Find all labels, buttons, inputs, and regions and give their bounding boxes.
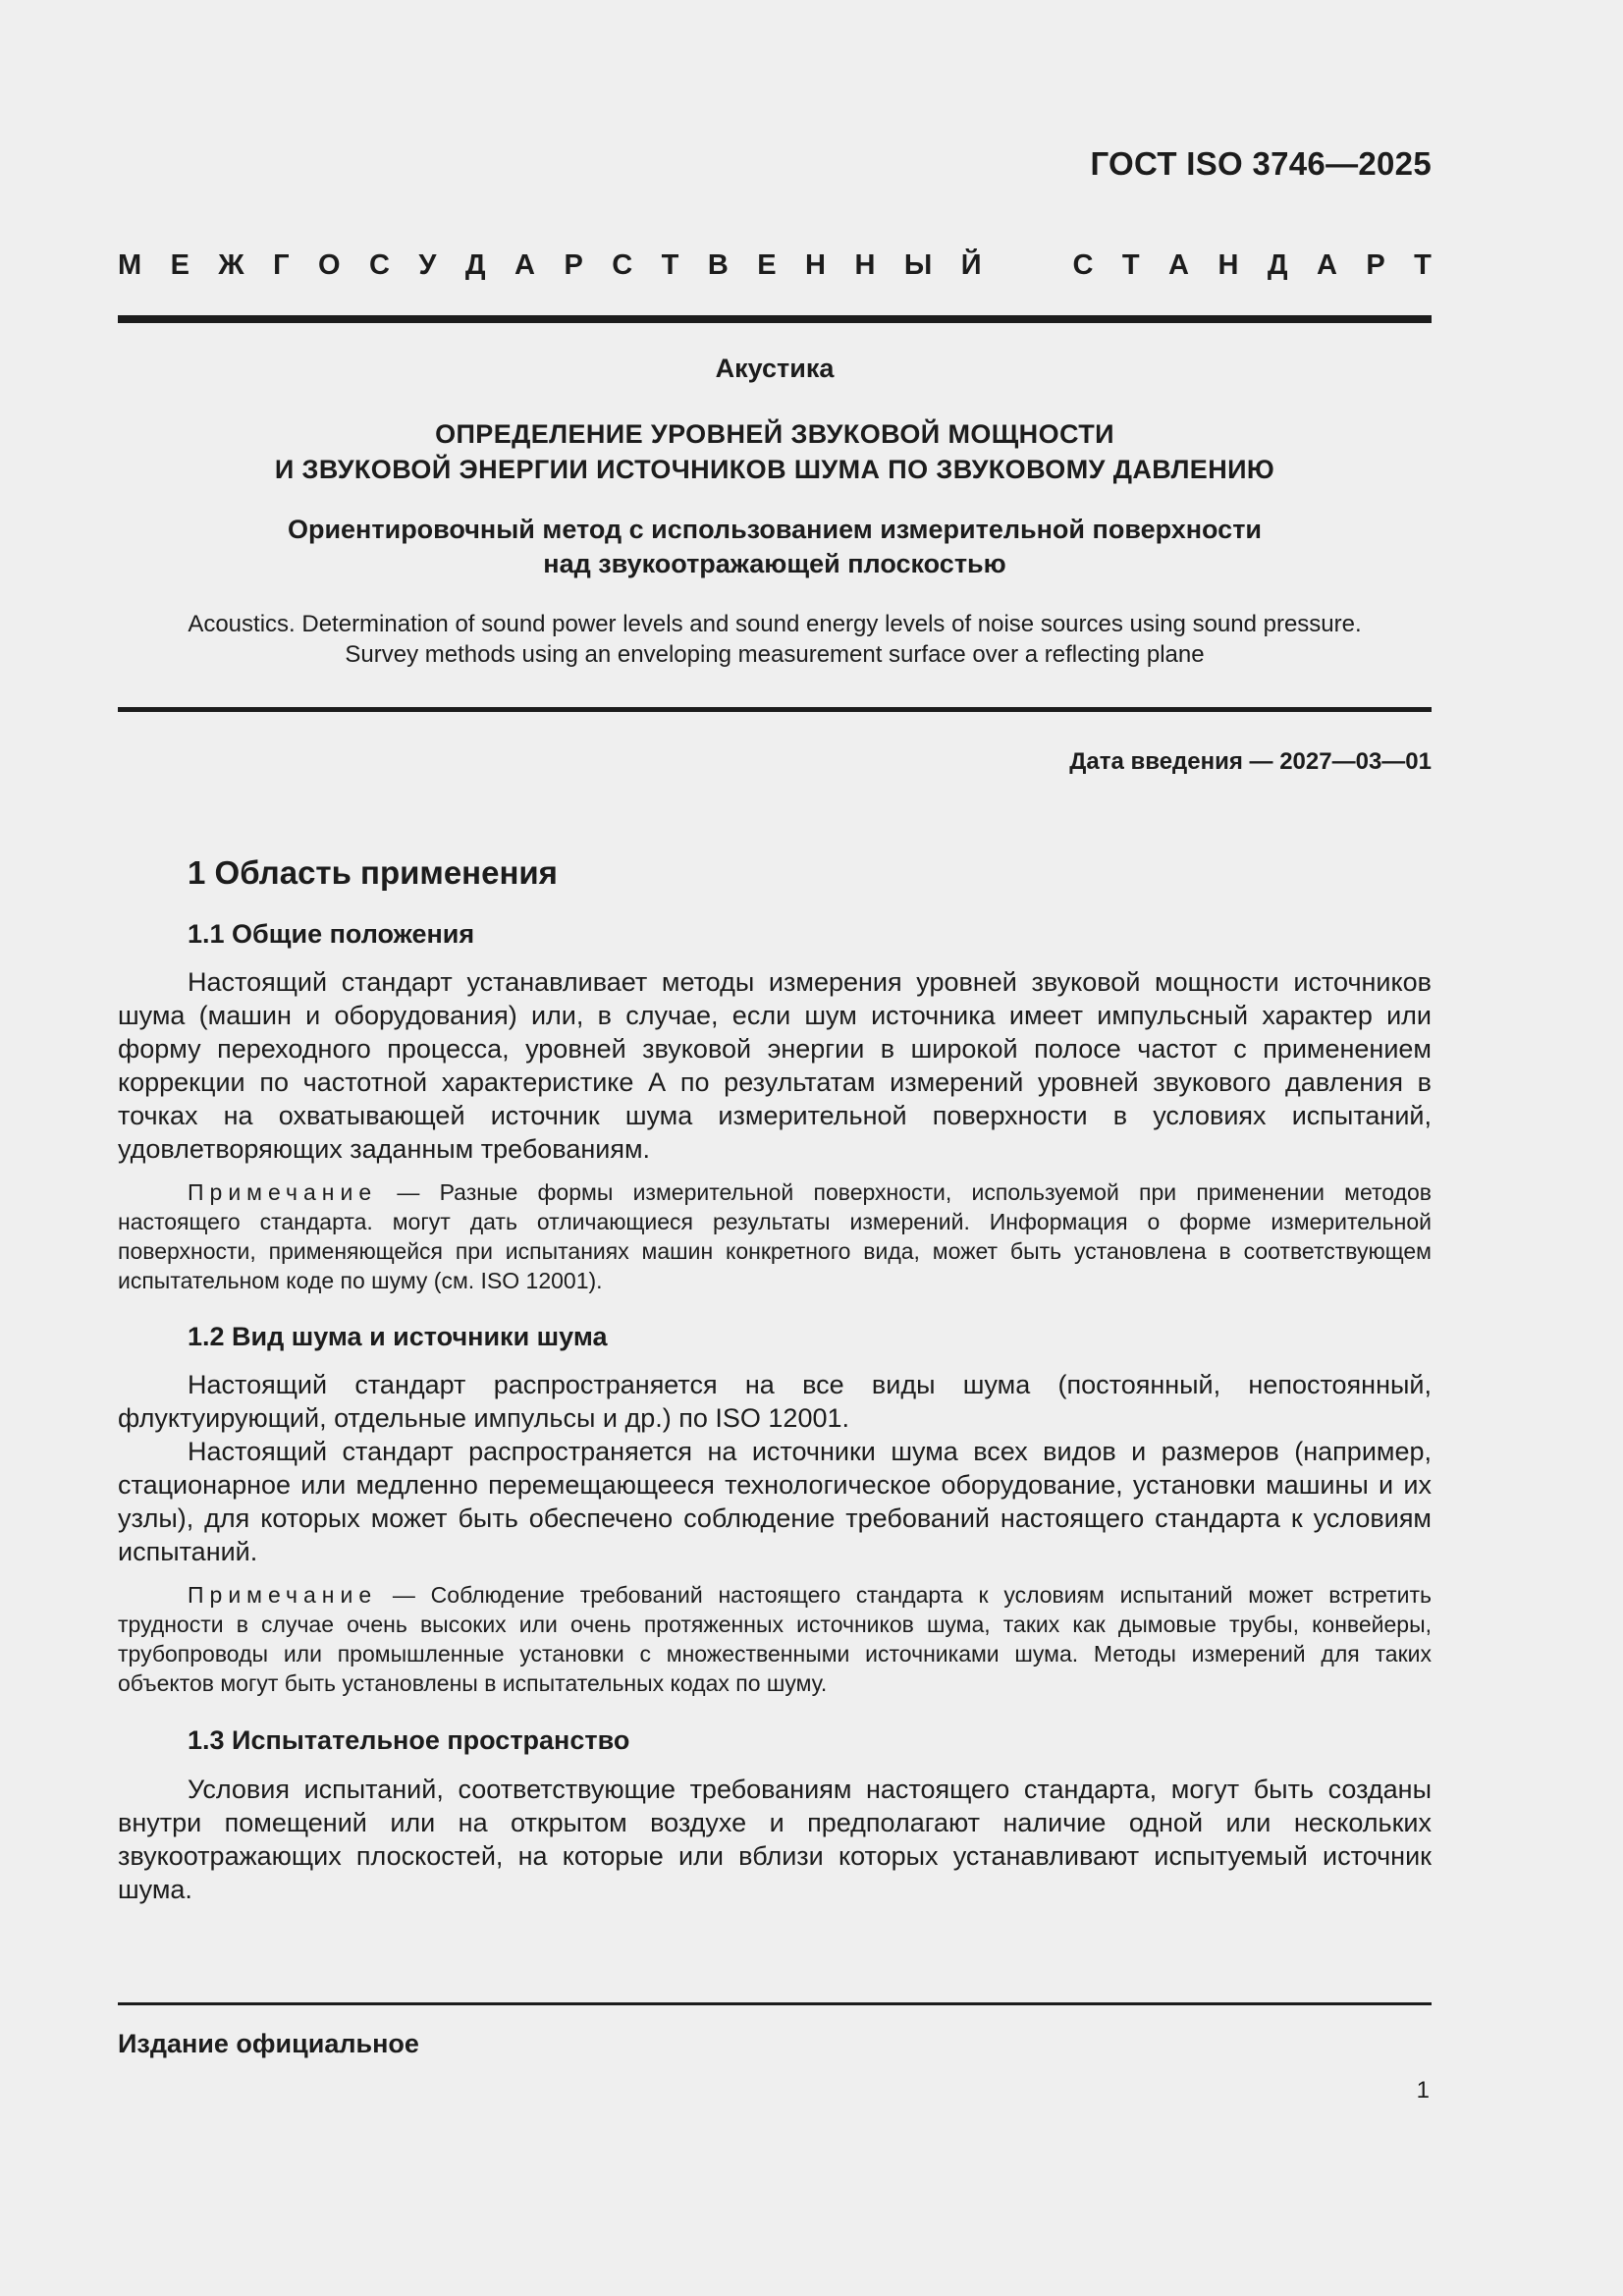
note: [118, 1580, 1432, 1698]
standard-type-heading: [118, 249, 1432, 282]
title-divider: [118, 707, 1432, 712]
standard-type-letter: А: [1316, 249, 1337, 281]
subsection-heading: 1.1 Общие положения: [188, 919, 475, 949]
standard-type-letter: С: [1072, 249, 1094, 281]
standard-type-letter: Е: [757, 249, 777, 281]
note-text: — Разные формы измерительной поверхности, используемой при применении методов настоящего стандарта. могут дать отличающиеся результаты измерений. Информация о форме измерительной поверхности, применяющейся при испытаниях машин конкретного вида, может быть установлена в соответствующем испытательном коде по шуму (см. ISO 12001).: [118, 1179, 1432, 1293]
standard-type-letter: А: [1168, 249, 1189, 281]
note-text: — Соблюдение требований настоящего стандарта к условиям испытаний может встретить трудности в случае очень высоких или очень протяженных источников шума, таких как дымовые трубы, конвейеры, трубопроводы или промышленные установки с множественными источниками шума. Методы измерений для таких объектов могут быть установлены в испытательных кодах по шуму.: [118, 1582, 1432, 1696]
english-title-line-1: Acoustics. Determination of sound power levels and sound energy levels of noise sources using sound pressure.: [188, 611, 1362, 637]
body-paragraph: Настоящий стандарт распространяется на все виды шума (постоянный, непостоянный, флуктуирующий, отдельные импульсы и др.) по ISO 12001.: [118, 1370, 1432, 1433]
title-line-2: И ЗВУКОВОЙ ЭНЕРГИИ ИСТОЧНИКОВ ШУМА ПО ЗВУКОВОМУ ДАВЛЕНИЮ: [274, 455, 1275, 484]
standard-type-letter: Н: [854, 249, 876, 281]
edition-label: Издание официальное: [118, 2029, 419, 2058]
document-group: Акустика: [715, 354, 835, 383]
standard-type-letter: С: [612, 249, 633, 281]
standard-type-letter: Р: [564, 249, 583, 281]
standard-type-letter: Д: [464, 249, 486, 281]
standard-type-letter: Д: [1267, 249, 1288, 281]
note-label: Примечание: [188, 1179, 378, 1205]
subtitle-line-1: Ориентировочный метод с использованием измерительной поверхности: [287, 515, 1263, 544]
document-subtitle: [118, 513, 1432, 581]
standard-type-letter: Т: [1414, 249, 1432, 281]
standard-type-letter: М: [118, 249, 142, 281]
standard-type-letter: Р: [1366, 249, 1385, 281]
standard-type-letter: В: [707, 249, 729, 281]
standard-type-letter: Е: [170, 249, 189, 281]
note-label: Примечание: [188, 1582, 378, 1608]
standard-designation: ГОСТ ISO 3746—2025: [1090, 145, 1432, 182]
standard-type-letter: Т: [661, 249, 679, 281]
header-divider: [118, 315, 1432, 323]
subtitle-line-2: над звукоотражающей плоскостью: [543, 549, 1006, 578]
note: [118, 1177, 1432, 1295]
word-gap: [1010, 249, 1044, 282]
standard-type-letter: О: [318, 249, 341, 281]
subsection-heading: 1.3 Испытательное пространство: [188, 1725, 630, 1755]
body-paragraph: Условия испытаний, соответствующие требованиям настоящего стандарта, могут быть созданы внутри помещений или на открытом воздухе и предполагают наличие одной или нескольких звукоотражающих плоскостей, на которые или вблизи которых устанавливают испытуемый источник шума.: [118, 1775, 1432, 1904]
subsection-heading: 1.2 Вид шума и источники шума: [188, 1322, 608, 1351]
introduction-date: Дата введения — 2027—03—01: [1069, 748, 1432, 775]
standard-type-letter: Й: [960, 249, 982, 281]
standard-type-letter: Н: [805, 249, 826, 281]
body-paragraph: Настоящий стандарт устанавливает методы измерения уровней звуковой мощности источников шума (машин и оборудования) или, в случае, если шум источника имеет импульсный характер или форму переходного процесса, уровней звуковой энергии в широкой полосе частот с применением коррекции по частотной характеристике А по результатам измерений уровней звукового давления в точках на охватывающей источник шума измерительной поверхности в условиях испытаний, удовлетворяющих заданным требованиям.: [118, 967, 1432, 1164]
title-line-1: ОПРЕДЕЛЕНИЕ УРОВНЕЙ ЗВУКОВОЙ МОЩНОСТИ: [435, 419, 1114, 449]
english-title-line-2: Survey methods using an enveloping measurement surface over a reflecting plane: [345, 641, 1205, 668]
standard-type-letter: У: [418, 249, 437, 281]
section-heading: 1 Область применения: [188, 854, 558, 891]
standard-type-letter: Н: [1217, 249, 1239, 281]
standard-type-letter: Ы: [903, 249, 933, 281]
footer-divider: [118, 2002, 1432, 2005]
standard-type-letter: С: [369, 249, 390, 281]
standard-type-letter: Ж: [218, 249, 244, 281]
body-paragraph: Настоящий стандарт распространяется на источники шума всех видов и размеров (например, стационарное или медленно перемещающееся технологическое оборудование, установки машины и их узлы), для которых может быть обеспечено соблюдение требований настоящего стандарта к условиям испытаний.: [118, 1437, 1432, 1566]
standard-type-letter: Г: [273, 249, 290, 281]
document-title: [118, 416, 1432, 487]
page-number: 1: [1416, 2077, 1430, 2104]
english-title: [118, 609, 1432, 670]
standard-type-letter: А: [514, 249, 535, 281]
standard-type-letter: Т: [1121, 249, 1140, 281]
